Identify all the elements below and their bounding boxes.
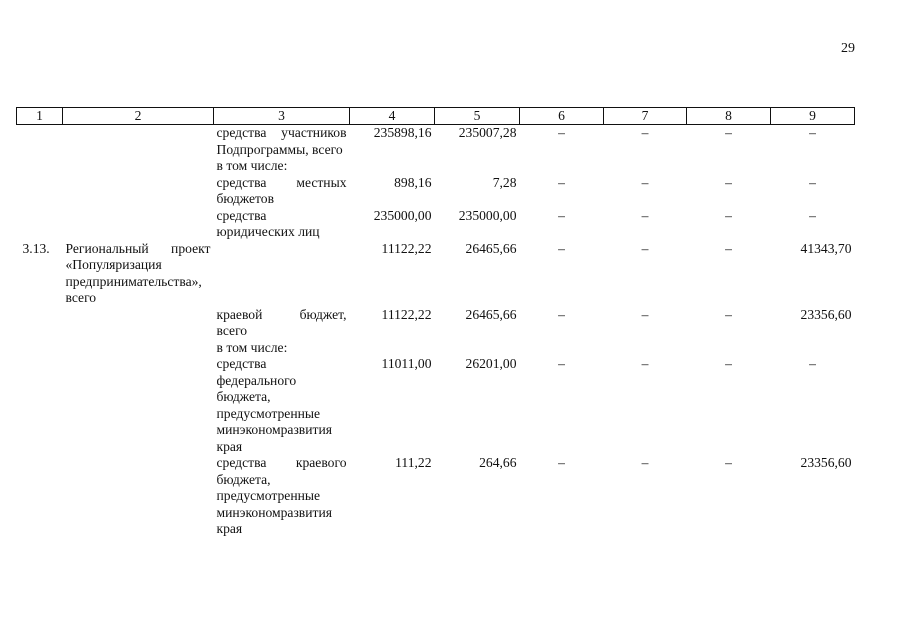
funding-source: средства участников Подпрограммы, всего	[216, 125, 347, 157]
funding-source: средства федерального бюджета, предусмотренные минэкономразвития края	[216, 356, 332, 454]
value-col-8: –	[725, 125, 732, 140]
value-col-4: 235898,16	[373, 125, 432, 140]
row-name	[63, 125, 214, 159]
value-col-4: 11011,00	[381, 356, 432, 371]
funding-source: в том числе:	[216, 158, 288, 173]
column-header: 5	[435, 108, 520, 125]
column-header: 6	[520, 108, 604, 125]
table-row	[17, 340, 855, 357]
row-number	[17, 340, 63, 357]
funding-source: средства юридических лиц	[216, 207, 320, 239]
row-name	[63, 356, 214, 455]
table-row	[17, 125, 855, 159]
value-col-7: –	[641, 207, 649, 223]
value-col-5	[435, 340, 520, 357]
column-header: 7	[604, 108, 687, 125]
column-header: 2	[63, 108, 214, 125]
value-col-6: –	[558, 356, 565, 371]
value-col-7: –	[641, 455, 649, 470]
row-name	[63, 340, 214, 357]
value-col-6: –	[558, 207, 565, 223]
value-col-6	[520, 340, 604, 357]
value-col-8: –	[725, 356, 732, 371]
value-col-7	[604, 340, 687, 357]
table-row	[17, 158, 855, 175]
value-col-9: –	[809, 356, 816, 371]
value-col-8: –	[725, 306, 732, 322]
row-name	[63, 175, 214, 208]
value-col-7: –	[641, 356, 649, 371]
value-col-9: 23356,60	[800, 306, 852, 322]
table-row	[17, 307, 855, 340]
funding-source: средства местных бюджетов	[216, 174, 347, 206]
value-col-6	[520, 158, 604, 175]
row-number	[17, 208, 63, 241]
value-col-8	[687, 158, 771, 175]
row-name	[63, 208, 214, 241]
value-col-6: –	[558, 455, 565, 470]
funding-source: в том числе:	[216, 339, 288, 355]
table-row	[17, 241, 855, 307]
value-col-5: 26201,00	[465, 356, 517, 371]
column-header: 1	[17, 108, 63, 125]
value-col-9: –	[809, 174, 816, 190]
value-col-5: 26465,66	[465, 306, 517, 322]
value-col-9: –	[809, 207, 816, 223]
value-col-7: –	[641, 174, 649, 190]
value-col-5	[435, 158, 520, 175]
value-col-4: 235000,00	[373, 207, 432, 223]
value-col-7: –	[641, 240, 649, 256]
value-col-8: –	[725, 174, 732, 190]
value-col-8	[687, 340, 771, 357]
value-col-5: 264,66	[479, 455, 517, 470]
value-col-4: 11122,22	[381, 240, 432, 256]
row-number	[17, 307, 63, 340]
row-name	[63, 307, 214, 340]
value-col-4: 898,16	[394, 174, 432, 190]
row-number	[17, 125, 63, 159]
value-col-6: –	[558, 125, 565, 140]
funding-source: средства краевого бюджета, предусмотренные минэкономразвития края	[216, 455, 347, 536]
value-col-7: –	[641, 306, 649, 322]
value-col-4	[350, 340, 435, 357]
table-header-row	[17, 108, 855, 125]
row-number	[17, 175, 63, 208]
row-number	[17, 356, 63, 455]
table-row	[17, 208, 855, 241]
table-row	[17, 356, 855, 455]
value-col-7	[604, 158, 687, 175]
column-header: 4	[350, 108, 435, 125]
row-number	[17, 455, 63, 538]
row-name	[63, 158, 214, 175]
funding-source: краевой бюджет, всего	[216, 306, 347, 338]
value-col-6: –	[558, 240, 565, 256]
value-col-8: –	[725, 455, 732, 470]
table-row	[17, 175, 855, 208]
value-col-4	[350, 158, 435, 175]
column-header: 8	[687, 108, 771, 125]
row-name	[63, 455, 214, 538]
value-col-7: –	[641, 125, 649, 140]
value-col-4: 11122,22	[381, 306, 432, 322]
value-col-9: 23356,60	[800, 455, 852, 470]
value-col-8: –	[725, 240, 732, 256]
value-col-8: –	[725, 207, 732, 223]
budget-table	[16, 107, 855, 538]
value-col-9	[771, 158, 855, 175]
value-col-9	[771, 340, 855, 357]
column-header: 3	[214, 108, 350, 125]
value-col-5: 26465,66	[465, 240, 517, 256]
value-col-4: 111,22	[395, 455, 432, 470]
row-number: 3.13.	[22, 240, 50, 256]
value-col-5: 7,28	[492, 174, 517, 190]
value-col-9: –	[809, 125, 816, 140]
row-name: Региональный проект «Популяризация предпринимательства», всего	[65, 240, 211, 305]
value-col-6: –	[558, 306, 565, 322]
table-row	[17, 455, 855, 538]
funding-source	[214, 241, 350, 307]
value-col-5: 235007,28	[458, 125, 517, 140]
column-header: 9	[771, 108, 855, 125]
value-col-5: 235000,00	[458, 207, 517, 223]
page-number: 29	[841, 41, 855, 56]
row-number	[17, 158, 63, 175]
value-col-6: –	[558, 174, 565, 190]
value-col-9: 41343,70	[800, 240, 852, 256]
